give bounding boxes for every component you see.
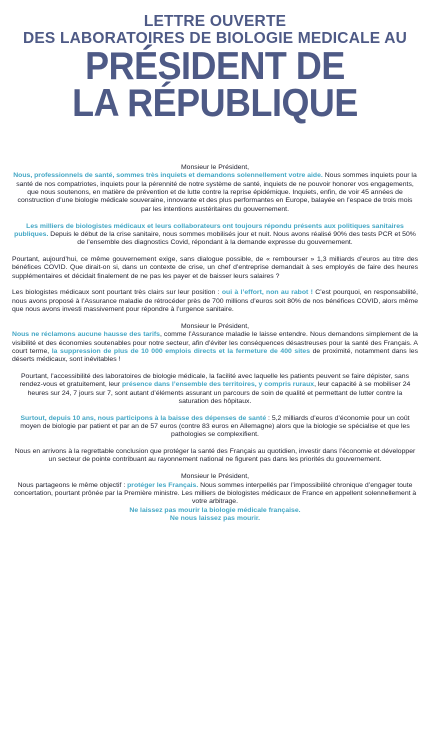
paragraph-1: [12, 172, 418, 214]
header-line-2: DES LABORATOIRES DE BIOLOGIE MEDICALE AU: [22, 29, 408, 47]
closing-line-1: Ne laissez pas mourir la biologie médicale française.: [129, 506, 301, 514]
salutation: Monsieur le Président,: [180, 322, 250, 330]
paragraph-4: [12, 289, 418, 314]
highlight: présence dans l’ensemble des territoires, y compris ruraux: [122, 381, 315, 389]
highlight: Les milliers de biologistes médicaux et leurs collaborateurs ont toujours répondu présents aux politiques sanitaires publiques.: [14, 222, 404, 238]
paragraph-text: Les biologistes médicaux sont pourtant très clairs sur leur position :: [12, 289, 222, 297]
paragraph-6: [12, 373, 418, 406]
paragraph-text: , comme l’Assurance maladie le laisse entendre. Nous demandons simplement de la visibilité et des économies soutenables pour notre secteur, afin d’éviter les conséquences désastreuses pour la santé des Français. A court terme,: [12, 331, 418, 355]
paragraph-text: de proximité, notamment dans les déserts médicaux, sont inévitables !: [12, 347, 418, 364]
paragraph-9: [12, 482, 418, 507]
letter-body: [12, 164, 418, 523]
header-line-1: LETTRE OUVERTE: [143, 13, 287, 30]
salutation: Monsieur le Président,: [180, 164, 250, 172]
paragraph-text: Nous sommes interpellés par l’impossibilité chronique d’engager toute concertation, pourtant prônée par la Première ministre. Les milliers de biologistes médicaux de France en appellent solennellement à votre arbitrage.: [13, 481, 417, 506]
highlight: Nous, professionnels de santé, sommes très inquiets et demandons solennellement votre aide.: [13, 172, 323, 180]
title-line-1: PRÉSIDENT DE: [85, 45, 345, 88]
paragraph-8: Nous en arrivons à la regrettable conclusion que protéger la santé des Français au quotidien, investir dans l’économie et développer un secteur de pointe contribuant au rayonnement national ne figurent pas dans les priorités du gouvernement.: [14, 448, 416, 464]
paragraph-text: : 5,2 milliards d’euros d’économie pour un coût moyen de biologie par patient et par an de 57 euros (contre 83 euros en Allemagne) alors que la biologie se spécialise et que les pathologies se complexifient.: [20, 414, 410, 439]
highlight: Nous ne réclamons aucune hausse des tarifs: [12, 331, 160, 339]
paragraph-5: [12, 331, 418, 364]
paragraph-text: Nous sommes inquiets pour la santé de nos compatriotes, inquiets pour la pérennité de notre système de santé, inquiets de ne pouvoir honorer vos engagements, que nous soutenons, en matière de prévention et de lutte contre la reprise épidémique. Inquiets, enfin, de voir 45 années de construction d’une biologie médicale souveraine, innovante et des plus performantes en Europe, balayée en l’espace de trois mois par les intentions austéritaires du gouvernement.: [16, 172, 417, 213]
paragraph-3: Pourtant, aujourd’hui, ce même gouvernement exige, sans dialogue possible, de « rembourser » 1,3 milliards d’euros au titre des bénéfices COVID. Que dirait-on si, dans un contexte de crise, un chef d’entreprise demandait à ses employés de faire des heures supplémentaires et décidait finalement de ne pas les payer et de baisser leurs salaires ?: [12, 255, 418, 280]
highlight: Surtout, depuis 10 ans, nous participons à la baisse des dépenses de santé: [20, 414, 267, 422]
paragraph-text: Pourtant, l’accessibilité des laboratoires de biologie médicale, la facilité avec laquelle les patients peuvent se faire dépister, sans rendez-vous et gratuitement, leur: [19, 372, 410, 389]
paragraph-2: [12, 223, 418, 248]
closing-line-2: Ne nous laissez pas mourir.: [169, 514, 261, 522]
salutation: Monsieur le Président,: [180, 473, 250, 481]
title-line-2: LA RÉPUBLIQUE: [72, 82, 358, 126]
paragraph-text: C’est pourquoi, en responsabilité, nous avons proposé à l’Assurance maladie de rétrocéder près de 700 millions d’euros soit 80% de nos bénéfices COVID, alors même que nous avons investi massivement pour répondre à l’urgence sanitaire.: [12, 289, 418, 314]
paragraph-text: Nous partageons le même objectif :: [17, 481, 128, 489]
highlight: la suppression de plus de 10 000 emplois directs et la fermeture de 400 sites: [51, 347, 310, 355]
paragraph-text: Depuis le début de la crise sanitaire, nous sommes mobilisés jour et nuit. Nous avons réalisé 90% des tests PCR et 50% de l’ensemble des diagnostics Covid, répondant à la demande expresse du gouvernement.: [48, 230, 416, 247]
paragraph-text: , leur capacité à se mobiliser 24 heures sur 24, 7 jours sur 7, sont autant d’éléments assurant un parcours de soin de qualité et permettant de lutter contre la saturation des hôpitaux.: [27, 381, 411, 405]
highlight: oui à l’effort, non au rabot !: [221, 289, 313, 297]
highlight: protéger les Français.: [127, 481, 199, 489]
paragraph-7: [12, 415, 418, 440]
